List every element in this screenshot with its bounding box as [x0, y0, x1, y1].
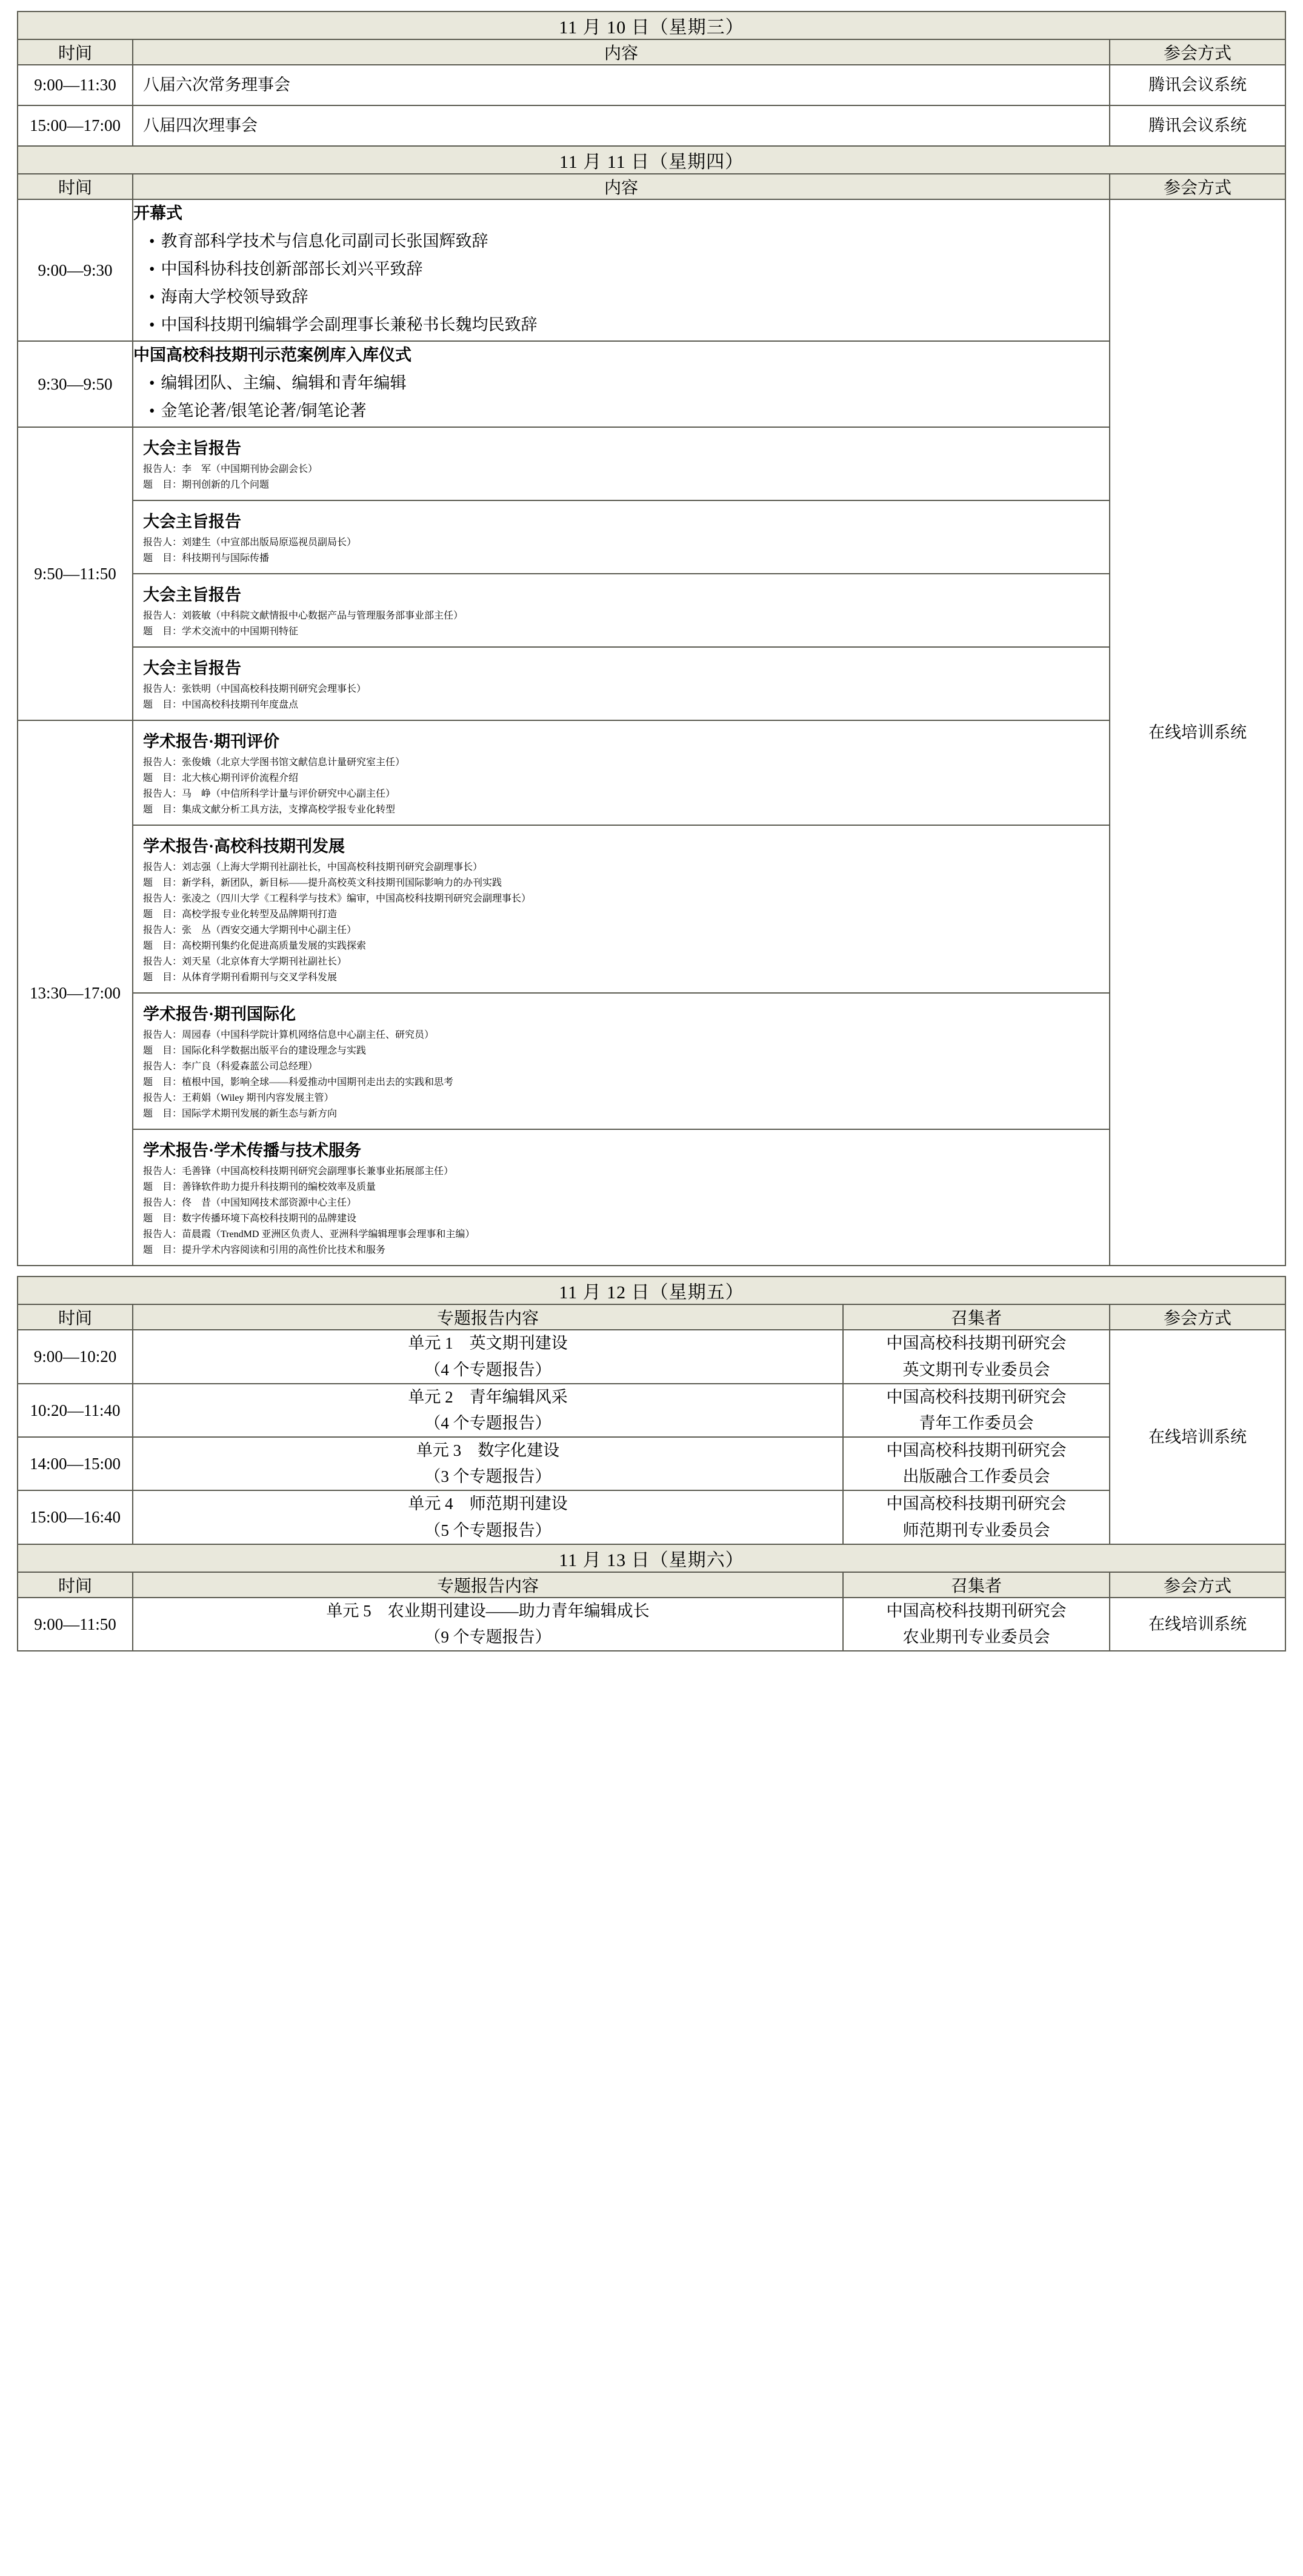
day3-header-row [18, 1304, 1285, 1330]
convener-committee: 青年工作委员会 [919, 1413, 1034, 1432]
day4-header-row [18, 1572, 1285, 1598]
day1-title: 11 月 10 日（星期三） [18, 12, 1285, 39]
academic-title: 学术报告·高校科技期刊发展 [143, 837, 345, 856]
topic-line: 题 目：集成文献分析工具方法，支撑高校学报专业化转型 [143, 805, 396, 815]
day1-header-time: 时间 [18, 39, 133, 65]
table-row [18, 1598, 1285, 1651]
topic-line: 题 目：中国高校科技期刊年度盘点 [143, 700, 299, 711]
academic-block [133, 994, 1109, 1130]
speaker-line: 报告人：刘建生（中宣部出版局原巡视员副局长） [143, 537, 357, 548]
day1-row2-content: 八届四次理事会 [133, 105, 1110, 146]
list-item: • 金笔论著/银笔论著/铜笔论著 [133, 399, 1109, 423]
day4-header-topic: 专题报告内容 [133, 1572, 843, 1598]
day1-header-mode: 参会方式 [1110, 39, 1285, 65]
unit-title: 单元 5 农业期刊建设——助力青年编辑成长 [326, 1601, 650, 1620]
keynote-title: 大会主旨报告 [143, 439, 241, 458]
day3-row2-time: 10:20—11:40 [18, 1384, 133, 1437]
speaker-line: 报告人：张铁明（中国高校科技期刊研究会理事长） [143, 684, 367, 695]
table-row [18, 1437, 1285, 1490]
speaker-line: 报告人：刘志强（上海大学期刊社副社长，中国高校科技期刊研究会副理事长） [143, 862, 483, 873]
day2-row2-time: 9:30—9:50 [18, 341, 133, 427]
day2-row1-content [133, 199, 1110, 341]
day1-row1-time: 9:00—11:30 [18, 65, 133, 105]
table-row [18, 427, 1285, 720]
day3-title: 11 月 12 日（星期五） [18, 1276, 1285, 1304]
keynote-block [133, 574, 1109, 648]
topic-line: 题 目：从体育学期刊看期刊与交叉学科发展 [143, 972, 338, 983]
day2-header-content: 内容 [133, 174, 1110, 199]
day2-header-mode: 参会方式 [1110, 174, 1285, 199]
day3-header-convener: 召集者 [843, 1304, 1110, 1330]
list-item: • 编辑团队、主编、编辑和青年编辑 [133, 371, 1109, 396]
day3-header-time: 时间 [18, 1304, 133, 1330]
convener-org: 中国高校科技期刊研究会 [886, 1441, 1067, 1460]
day1-table [17, 11, 1286, 1266]
speaker-line: 报告人：王莉娟（Wiley 期刊内容发展主管） [143, 1093, 334, 1104]
day2-row1-title: 开幕式 [133, 204, 182, 223]
day2-mode: 在线培训系统 [1110, 199, 1285, 1266]
convener-committee: 农业期刊专业委员会 [902, 1628, 1050, 1646]
topic-line: 题 目：学术交流中的中国期刊特征 [143, 626, 299, 637]
unit-title: 单元 1 英文期刊建设 [408, 1334, 568, 1353]
table-row [18, 1330, 1285, 1383]
day4-row1-convener [843, 1598, 1110, 1651]
day2-header-row [18, 174, 1285, 199]
day2-header-time: 时间 [18, 174, 133, 199]
topic-line: 题 目：植根中国，影响全球——科爱推动中国期刊走出去的实践和思考 [143, 1077, 454, 1088]
day4-row1-unit [133, 1598, 843, 1651]
table-row [18, 199, 1285, 341]
day1-row1-content: 八届六次常务理事会 [133, 65, 1110, 105]
day2-row4-content [133, 720, 1110, 1266]
day1-title-row [18, 12, 1285, 39]
unit-subtitle: （4 个专题报告） [424, 1360, 552, 1379]
day3-row1-convener [843, 1330, 1110, 1383]
topic-line: 题 目：国际化科学数据出版平台的建设理念与实践 [143, 1046, 367, 1057]
day3-row1-unit [133, 1330, 843, 1383]
day1-row2-time: 15:00—17:00 [18, 105, 133, 146]
unit-subtitle: （4 个专题报告） [424, 1413, 552, 1432]
list-item: • 中国科技期刊编辑学会副理事长兼秘书长魏均民致辞 [133, 313, 1109, 337]
keynote-title: 大会主旨报告 [143, 513, 241, 531]
convener-committee: 英文期刊专业委员会 [902, 1360, 1050, 1379]
unit-title: 单元 2 青年编辑风采 [408, 1387, 568, 1406]
day3-header-mode: 参会方式 [1110, 1304, 1285, 1330]
topic-line: 题 目：数字传播环境下高校科技期刊的品牌建设 [143, 1213, 357, 1224]
topic-line: 题 目：期刊创新的几个问题 [143, 480, 270, 491]
keynote-title: 大会主旨报告 [143, 659, 241, 678]
day1-header-content: 内容 [133, 39, 1110, 65]
table-row [18, 341, 1285, 427]
day3-title-row [18, 1276, 1285, 1304]
convener-org: 中国高校科技期刊研究会 [886, 1387, 1067, 1406]
convener-committee: 师范期刊专业委员会 [902, 1521, 1050, 1539]
table-gap [17, 1266, 1286, 1276]
day3-mode: 在线培训系统 [1110, 1330, 1285, 1544]
topic-line: 题 目：国际学术期刊发展的新生态与新方向 [143, 1109, 338, 1120]
day3-row2-convener [843, 1384, 1110, 1437]
speaker-line: 报告人：张 丛（西安交通大学期刊中心副主任） [143, 925, 357, 936]
speaker-line: 报告人：苗晨霞（TrendMD 亚洲区负责人、亚洲科学编辑理事会理事和主编） [143, 1229, 475, 1240]
unit-subtitle: （5 个专题报告） [424, 1521, 552, 1539]
convener-org: 中国高校科技期刊研究会 [886, 1495, 1067, 1513]
speaker-line: 报告人：毛善锋（中国高校科技期刊研究会副理事长兼事业拓展部主任） [143, 1166, 454, 1177]
day4-title: 11 月 13 日（星期六） [18, 1544, 1285, 1572]
convener-committee: 出版融合工作委员会 [902, 1467, 1050, 1486]
day3-row1-time: 9:00—10:20 [18, 1330, 133, 1383]
day3-row3-unit [133, 1437, 843, 1490]
day2-row2-title: 中国高校科技期刊示范案例库入库仪式 [133, 346, 412, 365]
day2-row1-time: 9:00—9:30 [18, 199, 133, 341]
table-row [18, 1490, 1285, 1544]
day4-header-mode: 参会方式 [1110, 1572, 1285, 1598]
day4-header-time: 时间 [18, 1572, 133, 1598]
day4-row1-time: 9:00—11:50 [18, 1598, 133, 1651]
topic-line: 题 目：善锋软件助力提升科技期刊的编校效率及质量 [143, 1182, 376, 1193]
academic-block [133, 826, 1109, 994]
list-item: • 海南大学校领导致辞 [133, 285, 1109, 310]
speaker-line: 报告人：张凌之（四川大学《工程科学与技术》编审，中国高校科技期刊研究会副理事长） [143, 894, 532, 905]
table-row [18, 1384, 1285, 1437]
topic-line: 题 目：高校学报专业化转型及品牌期刊打造 [143, 909, 338, 920]
day4-header-convener: 召集者 [843, 1572, 1110, 1598]
day2-title-row [18, 146, 1285, 174]
speaker-line: 报告人：佟 昔（中国知网技术部资源中心主任） [143, 1198, 357, 1209]
list-item: • 教育部科学技术与信息化司副司长张国辉致辞 [133, 229, 1109, 254]
table-row [18, 65, 1285, 105]
day1-header-row [18, 39, 1285, 65]
speaker-line: 报告人：刘天星（北京体育大学期刊社副社长） [143, 957, 347, 968]
table-row [18, 105, 1285, 146]
unit-subtitle: （9 个专题报告） [424, 1628, 552, 1646]
day2-row3-time: 9:50—11:50 [18, 427, 133, 720]
day2-row4-time: 13:30—17:00 [18, 720, 133, 1266]
table-row [18, 720, 1285, 1266]
topic-line: 题 目：高校期刊集约化促进高质量发展的实践探索 [143, 941, 367, 952]
list-item: • 中国科协科技创新部部长刘兴平致辞 [133, 257, 1109, 282]
topic-line: 题 目：北大核心期刊评价流程介绍 [143, 773, 299, 784]
academic-title: 学术报告·学术传播与技术服务 [143, 1141, 362, 1160]
speaker-line: 报告人：李 军（中国期刊协会副会长） [143, 464, 318, 475]
day1-row2-mode: 腾讯会议系统 [1110, 105, 1285, 146]
topic-line: 题 目：提升学术内容阅读和引用的高性价比技术和服务 [143, 1245, 386, 1256]
topic-line: 题 目：科技期刊与国际传播 [143, 553, 270, 564]
day3-row4-time: 15:00—16:40 [18, 1490, 133, 1544]
day4-row1-mode: 在线培训系统 [1110, 1598, 1285, 1651]
unit-title: 单元 4 师范期刊建设 [408, 1495, 568, 1513]
speaker-line: 报告人：马 峥（中信所科学计量与评价研究中心副主任） [143, 789, 396, 800]
day3-row3-time: 14:00—15:00 [18, 1437, 133, 1490]
day3-header-topic: 专题报告内容 [133, 1304, 843, 1330]
speaker-line: 报告人：刘筱敏（中科院文献情报中心数据产品与管理服务部事业部主任） [143, 611, 464, 622]
academic-title: 学术报告·期刊评价 [143, 732, 280, 751]
keynote-block [133, 501, 1109, 574]
day2-title: 11 月 11 日（星期四） [18, 146, 1285, 174]
academic-block [133, 721, 1109, 826]
day3-row2-unit [133, 1384, 843, 1437]
convener-org: 中国高校科技期刊研究会 [886, 1334, 1067, 1353]
day1-row1-mode: 腾讯会议系统 [1110, 65, 1285, 105]
day2-row3-content [133, 427, 1110, 720]
speaker-line: 报告人：张俊娥（北京大学图书馆文献信息计量研究室主任） [143, 757, 405, 768]
day4-title-row [18, 1544, 1285, 1572]
day2-row2-content [133, 341, 1110, 427]
keynote-title: 大会主旨报告 [143, 586, 241, 605]
day3-row4-unit [133, 1490, 843, 1544]
day3-row4-convener [843, 1490, 1110, 1544]
day3-table [17, 1276, 1286, 1651]
academic-block [133, 1130, 1109, 1265]
speaker-line: 报告人：周园春（中国科学院计算机网络信息中心副主任、研究员） [143, 1030, 435, 1041]
keynote-block [133, 428, 1109, 501]
topic-line: 题 目：新学科，新团队，新目标——提升高校英文科技期刊国际影响力的办刊实践 [143, 878, 502, 889]
day3-row3-convener [843, 1437, 1110, 1490]
keynote-block [133, 648, 1109, 720]
academic-title: 学术报告·期刊国际化 [143, 1005, 296, 1024]
convener-org: 中国高校科技期刊研究会 [886, 1601, 1067, 1620]
unit-title: 单元 3 数字化建设 [416, 1441, 560, 1460]
speaker-line: 报告人：李广良（科爱森蓝公司总经理） [143, 1061, 318, 1072]
unit-subtitle: （3 个专题报告） [424, 1467, 552, 1486]
